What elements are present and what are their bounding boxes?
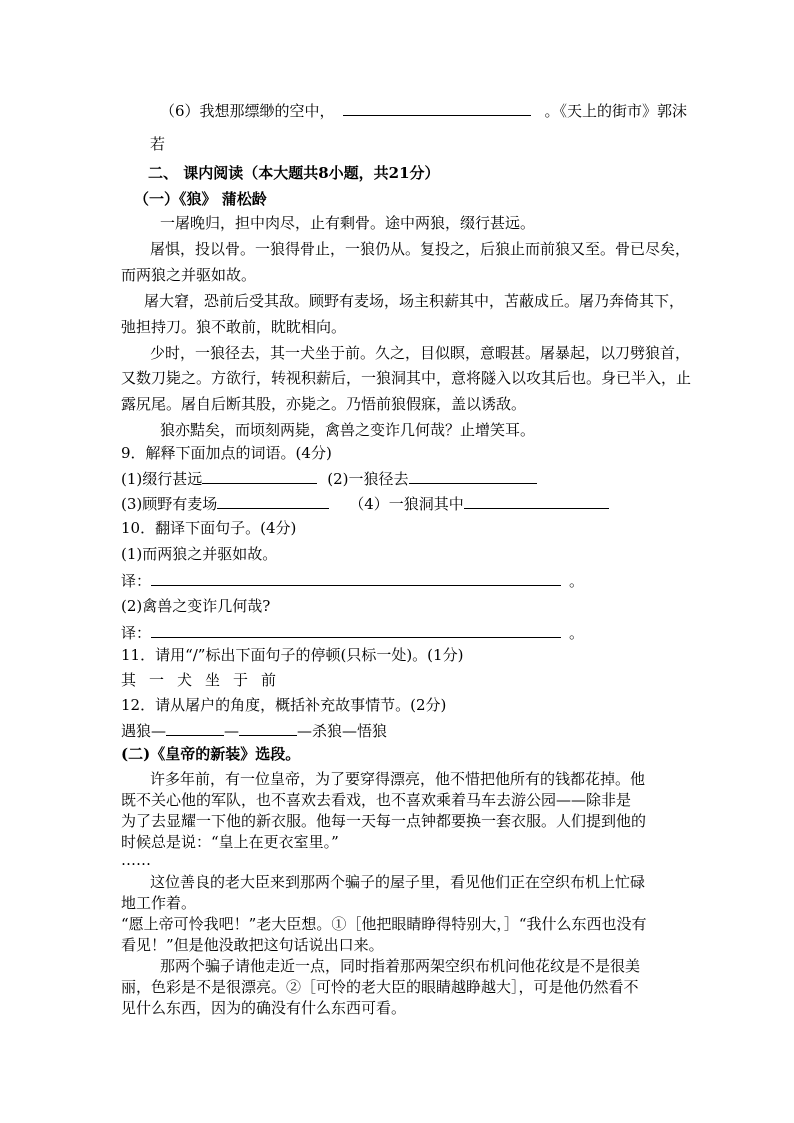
q9-row2 bbox=[121, 493, 609, 514]
part2-line: 见什么东西，因为的确没有什么东西可看。 bbox=[121, 999, 407, 1017]
part2-line: 为了去显耀一下他的新衣服。他每一天每一点钟都要换一套衣服。人们提到他的 bbox=[121, 812, 647, 830]
q9-item1: (1)缀行甚远 bbox=[121, 470, 203, 488]
q11-char[interactable]: 一 bbox=[149, 671, 165, 689]
q6-cont: 若 bbox=[150, 135, 166, 153]
part2-line: 许多年前，有一位皇帝，为了要穿得漂亮，他不惜把他所有的钱都花掉。他 bbox=[150, 770, 646, 788]
q10-question: 10．翻译下面句子。(4分) bbox=[121, 519, 297, 537]
q9-question: 9．解释下面加点的词语。(4分) bbox=[121, 444, 332, 462]
q11-char[interactable]: 于 bbox=[233, 671, 249, 689]
period: 。 bbox=[569, 624, 585, 642]
q6-suffix: 。《天上的街市》郭沫 bbox=[544, 102, 688, 120]
q11-char[interactable]: 其 bbox=[121, 671, 137, 689]
part2-line: 丽，色彩是不是很漂亮。②［可怜的老大臣的眼睛越睁越大］，可是他仍然看不 bbox=[121, 978, 639, 996]
q9-blank3[interactable] bbox=[217, 493, 329, 509]
section-heading: 二、 课内阅读（本大题共8小题，共21分） bbox=[148, 164, 440, 182]
q10-answer-blank1[interactable] bbox=[151, 570, 561, 586]
q10-s2: (2)禽兽之变诈几何哉? bbox=[121, 597, 271, 615]
q9-blank4[interactable] bbox=[464, 493, 609, 509]
q11-char[interactable]: 前 bbox=[261, 671, 277, 689]
passage-line: 屠大窘，恐前后受其敌。顾野有麦场，场主积薪其中，苫蔽成丘。屠乃奔倚其下， bbox=[144, 292, 685, 310]
q12-blank1[interactable] bbox=[166, 720, 224, 736]
q12-end: —杀狼—悟狼 bbox=[297, 722, 388, 740]
part2-ellipsis: …… bbox=[121, 851, 151, 869]
passage-line: 一屠晚归，担中肉尽，止有剩骨。途中两狼，缀行甚远。 bbox=[160, 214, 536, 232]
translate-label: 译： bbox=[121, 624, 152, 642]
passage-line: 而两狼之并驱如故。 bbox=[121, 266, 257, 284]
period: 。 bbox=[569, 572, 585, 590]
q11-question: 11．请用“/”标出下面句子的停顿(只标一处)。(1分) bbox=[121, 646, 464, 664]
part2-line: 那两个骗子请他走近一点，同时指着那两架空织布机问他花纹是不是很美 bbox=[160, 957, 641, 975]
passage-line: 又数刀毙之。方欲行，转视积薪后，一狼洞其中，意将隧入以攻其后也。身已半入，止 bbox=[121, 369, 692, 387]
q12-blank2[interactable] bbox=[239, 720, 297, 736]
translate-label: 译： bbox=[121, 572, 152, 590]
q12-dash: — bbox=[224, 722, 240, 740]
part2-line: “愿上帝可怜我吧！”老大臣想。①［他把眼睛睁得特别大，］“我什么东西也没有 bbox=[121, 915, 647, 933]
passage-line: 屠惧，投以骨。一狼得骨止，一狼仍从。复投之，后狼止而前狼又至。骨已尽矣， bbox=[150, 240, 691, 258]
passage-line: 狼亦黠矣，而顷刻两毙，禽兽之变诈几何哉？止增笑耳。 bbox=[160, 421, 536, 439]
part2-line: 这位善良的老大臣来到那两个骗子的屋子里，看见他们正在空织布机上忙碌 bbox=[150, 873, 646, 891]
q10-translate-row2 bbox=[121, 622, 584, 643]
passage-line: 少时，一狼径去，其一犬坐于前。久之，目似瞑，意暇甚。屠暴起，以刀劈狼首， bbox=[150, 344, 691, 362]
q9-item4: （4）一狼洞其中 bbox=[349, 495, 464, 513]
part1-title: （一）《狼》 蒲松龄 bbox=[134, 190, 267, 208]
q12-plot-row bbox=[121, 720, 387, 741]
q9-blank1[interactable] bbox=[202, 468, 317, 484]
q9-item2: (2)一狼径去 bbox=[327, 470, 409, 488]
part2-line: 既不关心他的军队，也不喜欢去看戏，也不喜欢乘着马车去游公园——除非是 bbox=[121, 791, 632, 809]
q12-start: 遇狼— bbox=[121, 722, 167, 740]
q11-char[interactable]: 坐 bbox=[205, 671, 221, 689]
q6-prefix: （6）我想那缥缈的空中， bbox=[160, 102, 335, 120]
passage-line: 弛担持刀。狼不敢前，眈眈相向。 bbox=[121, 318, 347, 336]
part2-line: 时候总是说：“皇上在更衣室里。” bbox=[121, 833, 339, 851]
q9-blank2[interactable] bbox=[409, 468, 537, 484]
q10-s1: (1)而两狼之并驱如故。 bbox=[121, 545, 278, 563]
q6-answer-blank[interactable] bbox=[343, 100, 531, 116]
passage-line: 露尻尾。屠自后断其股，亦毙之。乃悟前狼假寐，盖以诱敌。 bbox=[121, 395, 527, 413]
part2-line: 地工作着。 bbox=[121, 894, 197, 912]
q9-item3: (3)顾野有麦场 bbox=[121, 495, 218, 513]
part2-title: (二)《皇帝的新装》选段。 bbox=[121, 745, 301, 763]
q12-question: 12．请从屠户的角度，概括补充故事情节。(2分) bbox=[121, 696, 447, 714]
q6-line bbox=[160, 100, 687, 121]
q11-char[interactable]: 犬 bbox=[177, 671, 193, 689]
q10-answer-blank2[interactable] bbox=[151, 622, 561, 638]
q10-translate-row1 bbox=[121, 570, 584, 591]
q9-row1 bbox=[121, 468, 537, 489]
q11-sentence bbox=[121, 670, 289, 690]
part2-line: 看见！”但是他没敢把这句话说出口来。 bbox=[121, 936, 384, 954]
